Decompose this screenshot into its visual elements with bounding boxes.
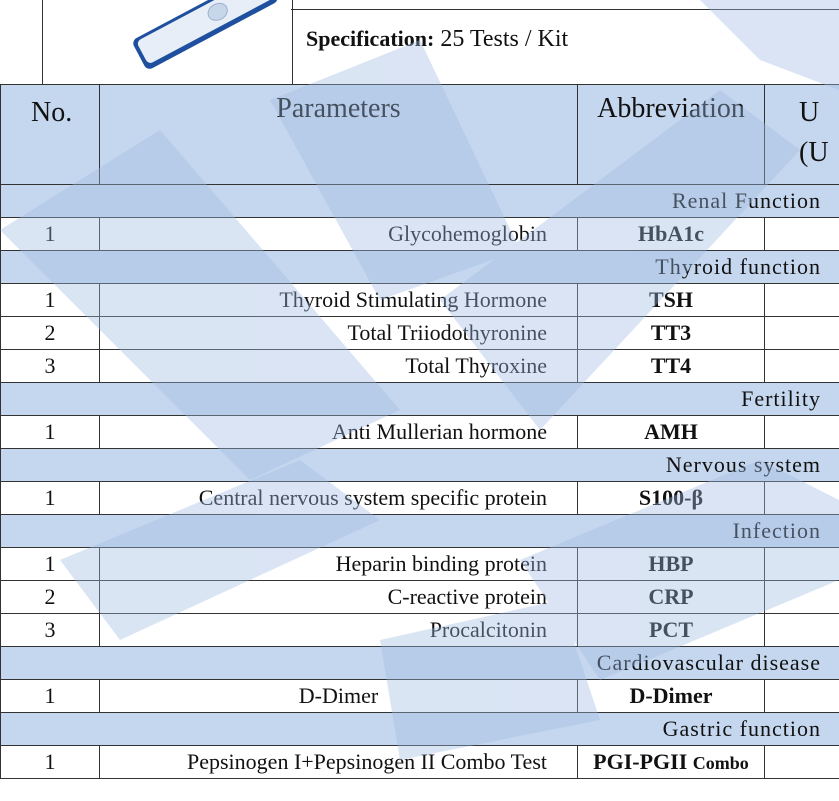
abbreviation-text: TT3 xyxy=(650,320,692,345)
specification xyxy=(306,26,568,53)
row-abbreviation xyxy=(578,317,765,350)
row-unit xyxy=(765,614,839,647)
row-abbreviation xyxy=(578,284,765,317)
category-name: Nervous system xyxy=(1,449,839,482)
category-row xyxy=(1,383,839,416)
abbreviation-text: CRP xyxy=(648,584,694,609)
category-row xyxy=(1,515,839,548)
row-number: 1 xyxy=(1,482,100,515)
table-row xyxy=(1,614,839,647)
category-name: Infection xyxy=(1,515,839,548)
row-number: 1 xyxy=(1,680,100,713)
row-abbreviation xyxy=(578,581,765,614)
row-unit xyxy=(765,680,839,713)
table-row xyxy=(1,548,839,581)
row-unit xyxy=(765,746,839,779)
header-unit xyxy=(765,85,839,185)
category-name: Renal Function xyxy=(1,185,839,218)
table-row xyxy=(1,284,839,317)
row-parameter: Pepsinogen I+Pepsinogen II Combo Test xyxy=(100,746,578,779)
header-unit-top: U xyxy=(799,97,820,128)
test-cassette-icon xyxy=(43,0,292,84)
row-abbreviation xyxy=(578,218,765,251)
abbreviation-text: HbA1c xyxy=(638,221,704,246)
header-abbreviation: Abbreviation xyxy=(578,85,765,185)
abbreviation-text: AMH xyxy=(644,419,698,444)
row-abbreviation xyxy=(578,548,765,581)
row-parameter: Procalcitonin xyxy=(100,614,578,647)
header-no: No. xyxy=(1,85,100,185)
abbreviation-suffix: Combo xyxy=(692,753,749,773)
table-row xyxy=(1,317,839,350)
row-abbreviation xyxy=(578,416,765,449)
row-number: 1 xyxy=(1,416,100,449)
row-abbreviation xyxy=(578,746,765,779)
row-parameter: Total Thyroxine xyxy=(100,350,578,383)
row-unit xyxy=(765,218,839,251)
table-row xyxy=(1,416,839,449)
specification-label: Specification: xyxy=(306,26,435,51)
abbreviation-text: TT4 xyxy=(650,353,692,378)
abbreviation-text: PGI-PGII xyxy=(593,749,688,774)
row-parameter: Thyroid Stimulating Hormone xyxy=(100,284,578,317)
row-parameter: Heparin binding protein xyxy=(100,548,578,581)
row-parameter: D-Dimer xyxy=(100,680,578,713)
category-row xyxy=(1,647,839,680)
row-abbreviation xyxy=(578,350,765,383)
header-parameters: Parameters xyxy=(100,85,578,185)
row-parameter: Anti Mullerian hormone xyxy=(100,416,578,449)
row-abbreviation xyxy=(578,482,765,515)
row-number: 2 xyxy=(1,581,100,614)
row-unit xyxy=(765,482,839,515)
row-number: 1 xyxy=(1,548,100,581)
row-parameter: C-reactive protein xyxy=(100,581,578,614)
row-parameter: Glycohemoglobin xyxy=(100,218,578,251)
row-parameter: Central nervous system specific protein xyxy=(100,482,578,515)
row-unit xyxy=(765,350,839,383)
row-abbreviation xyxy=(578,614,765,647)
row-number: 2 xyxy=(1,317,100,350)
category-row xyxy=(1,251,839,284)
parameters-table xyxy=(0,84,839,779)
table-row xyxy=(1,482,839,515)
table-row xyxy=(1,350,839,383)
product-header xyxy=(0,0,839,84)
table-header-row xyxy=(1,85,839,185)
row-unit xyxy=(765,581,839,614)
category-row xyxy=(1,185,839,218)
specification-value: 25 Tests / Kit xyxy=(440,26,569,52)
abbreviation-text: D-Dimer xyxy=(629,683,713,708)
row-unit xyxy=(765,548,839,581)
category-row xyxy=(1,713,839,746)
row-parameter: Total Triiodothyronine xyxy=(100,317,578,350)
row-abbreviation xyxy=(578,680,765,713)
table-row xyxy=(1,680,839,713)
row-number: 3 xyxy=(1,350,100,383)
category-name: Fertility xyxy=(1,383,839,416)
product-image xyxy=(42,0,293,84)
header-unit-bottom: (U xyxy=(799,137,829,168)
abbreviation-text: S100-β xyxy=(638,485,704,510)
row-unit xyxy=(765,317,839,350)
row-number: 1 xyxy=(1,746,100,779)
abbreviation-text: HBP xyxy=(648,551,694,576)
row-number: 3 xyxy=(1,614,100,647)
row-unit xyxy=(765,416,839,449)
category-name: Gastric function xyxy=(1,713,839,746)
category-name: Cardiovascular disease xyxy=(1,647,839,680)
table-row xyxy=(1,581,839,614)
row-number: 1 xyxy=(1,284,100,317)
category-row xyxy=(1,449,839,482)
row-unit xyxy=(765,284,839,317)
header-divider xyxy=(291,9,839,10)
category-name: Thyroid function xyxy=(1,251,839,284)
abbreviation-text: TSH xyxy=(648,287,694,312)
row-number: 1 xyxy=(1,218,100,251)
table-row xyxy=(1,218,839,251)
table-row xyxy=(1,746,839,779)
abbreviation-text: PCT xyxy=(649,617,693,642)
